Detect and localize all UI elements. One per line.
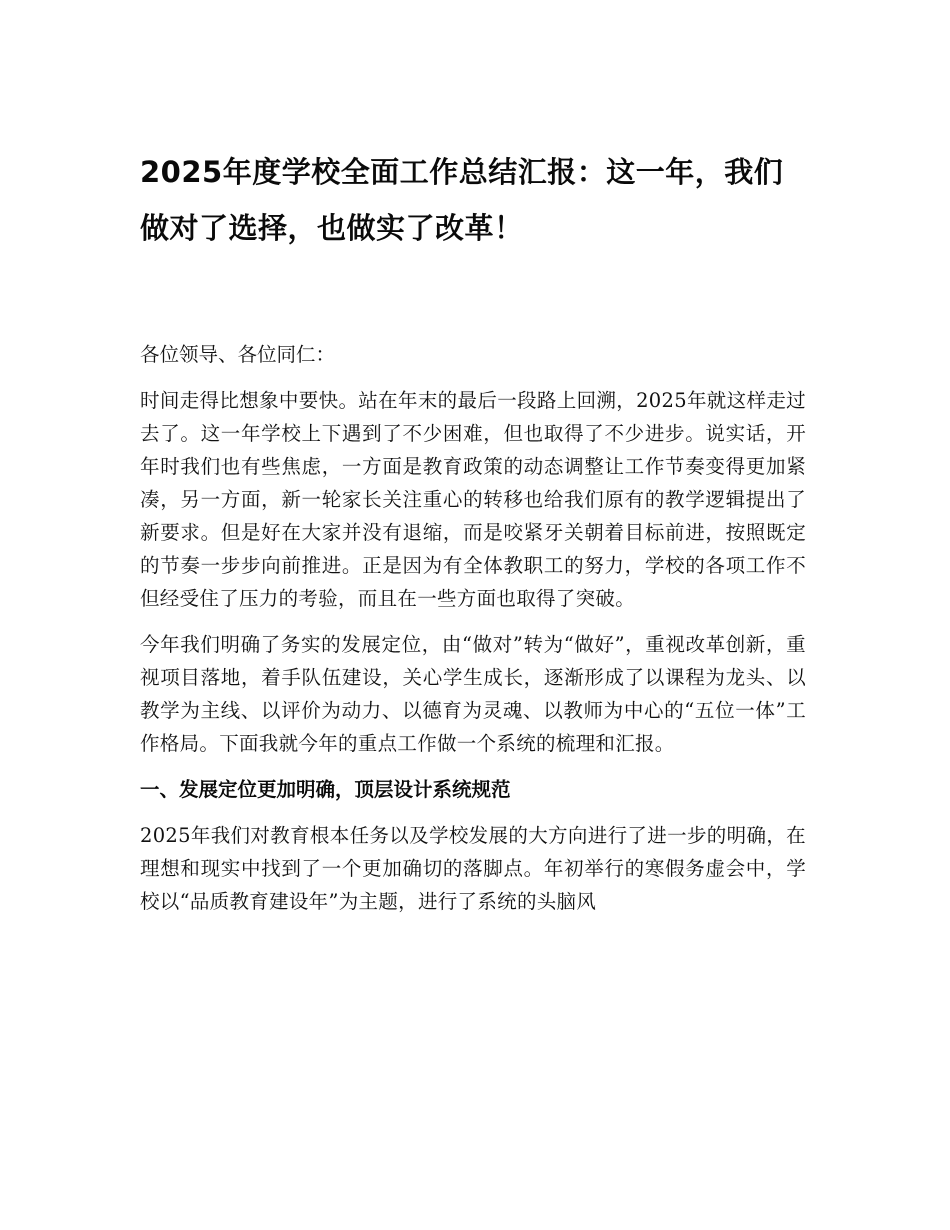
- paragraph-positioning: 今年我们明确了务实的发展定位，由“做对”转为“做好”，重视改革创新，重视项目落地，着手队伍建设，关心学生成长，逐渐形成了以课程为龙头、以教学为主线、以评价为动力、以德育为灵魂、以教师为中心的“五位一体”工作格局。下面我就今年的重点工作做一个系统的梳理和汇报。: [140, 633, 806, 755]
- paragraph-intro: 时间走得比想象中要快。站在年末的最后一段路上回溯，2025年就这样走过去了。这一年学校上下遇到了不少困难，但也取得了不少进步。说实话，开年时我们也有些焦虑，一方面是教育政策的动态调整让工作节奏变得更加紧凑，另一方面，新一轮家长关注重心的转移也给我们原有的教学逻辑提出了新要求。但是好在大家并没有退缩，而是咬紧牙关朝着目标前进，按照既定的节奏一步步向前推进。正是因为有全体教职工的努力，学校的各项工作不但经受住了压力的考验，而且在一些方面也取得了突破。: [140, 389, 806, 610]
- salutation: 各位领导、各位同仁：: [140, 343, 336, 366]
- section-heading-1: 一、发展定位更加明确，顶层设计系统规范: [140, 778, 511, 801]
- document-title: 2025年度学校全面工作总结汇报：这一年，我们做对了选择，也做实了改革！: [140, 155, 784, 245]
- document-body: [140, 144, 806, 918]
- section-1-paragraph: 2025年我们对教育根本任务以及学校发展的大方向进行了进一步的明确，在理想和现实中找到了一个更加确切的落脚点。年初举行的寒假务虚会中，学校以“品质教育建设年”为主题，进行了系统的头脑风: [140, 824, 806, 913]
